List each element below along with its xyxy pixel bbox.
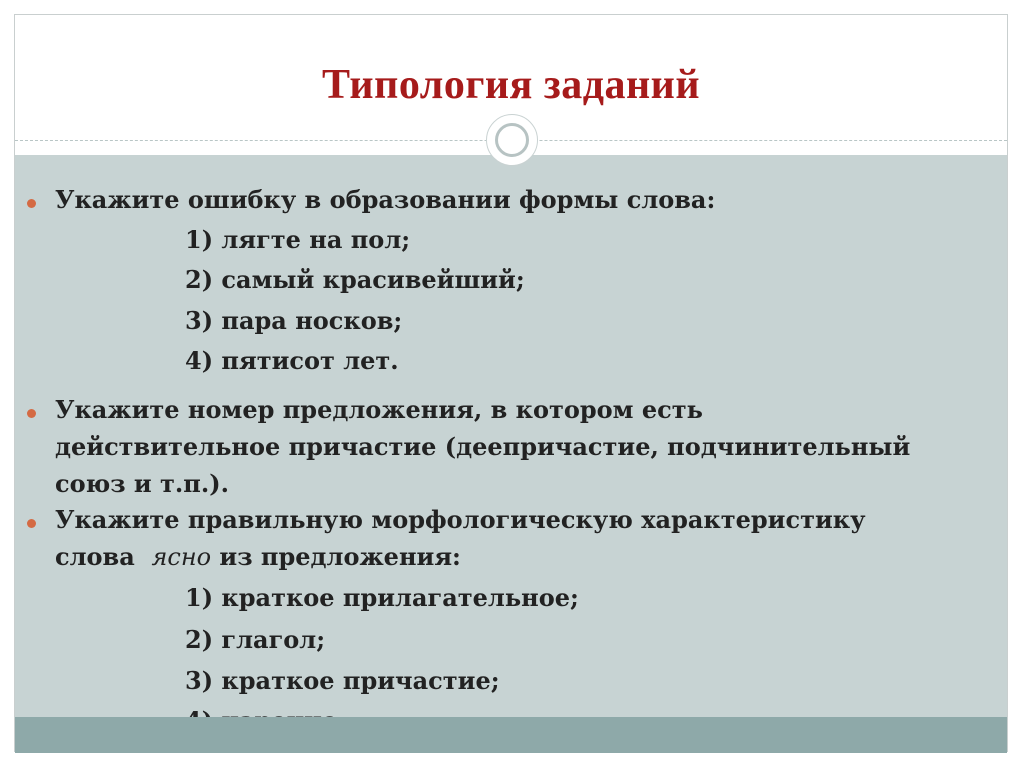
item-3-line-2-after: из предложения: [211, 542, 461, 571]
content-panel [15, 155, 1007, 717]
slide-frame [14, 14, 1008, 752]
item-3-line-2-before: слова [55, 542, 152, 571]
item-2-line-3: союз и т.п.). [55, 469, 229, 498]
item-2-line-1: Укажите номер предложения, в котором есть [55, 395, 703, 424]
item-3-line-1: Укажите правильную морфологическую характеристику [55, 505, 866, 534]
item-3-line-2 [55, 542, 461, 571]
slide-title: Типология заданий [321, 62, 701, 108]
item-3-option-2: 2) глагол; [185, 625, 326, 654]
bullet-1 [27, 199, 36, 208]
item-1-text: Укажите ошибку в образовании формы слова: [55, 185, 716, 214]
bullet-2 [27, 409, 36, 418]
footer-band [15, 717, 1007, 753]
item-3-option-3: 3) краткое причастие; [185, 666, 500, 695]
item-1-option-2: 2) самый красивейший; [185, 265, 525, 294]
item-1-option-1: 1) лягте на пол; [185, 225, 411, 254]
item-2-line-2: действительное причастие (деепричастие, подчинительный [55, 432, 911, 461]
ring-ornament [486, 114, 538, 166]
item-3-option-1: 1) краткое прилагательное; [185, 583, 579, 612]
item-3-word-yasno: ясно [151, 543, 212, 571]
item-1-option-4: 4) пятисот лет. [185, 346, 399, 375]
item-1-option-3: 3) пара носков; [185, 306, 403, 335]
bullet-3 [27, 519, 36, 528]
